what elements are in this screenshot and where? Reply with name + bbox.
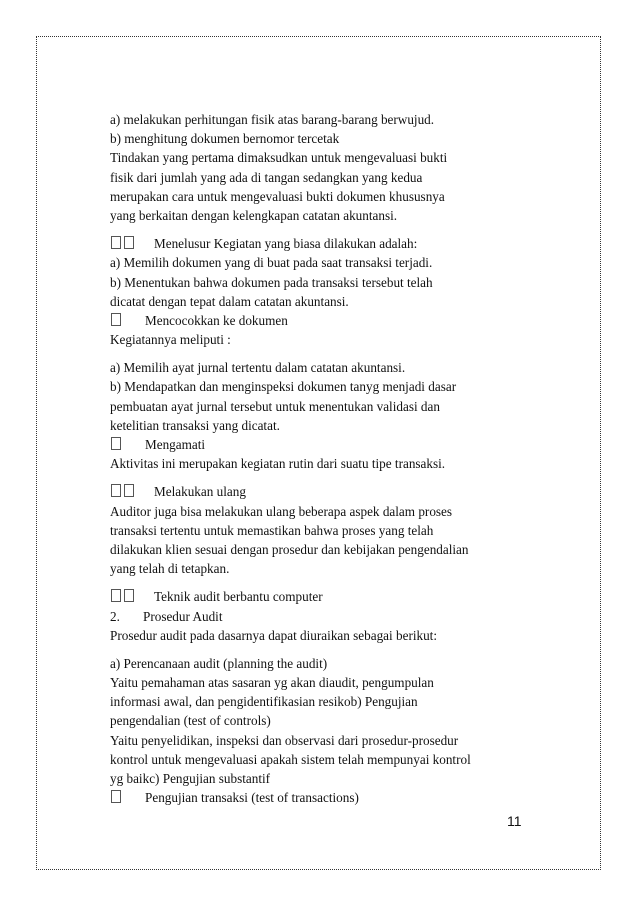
bullet-box-icon (111, 236, 121, 249)
text-line: a) melakukan perhitungan fisik atas barang-barang berwujud. (110, 112, 435, 127)
text-line: fisik dari jumlah yang ada di tangan sedangkan yang kedua (110, 169, 423, 185)
text-line: a) Memilih dokumen yang di buat pada saat transaksi terjadi. (110, 255, 433, 271)
bullet-item (110, 788, 530, 807)
page-number: 11 (507, 813, 522, 829)
text-line: a) Memilih ayat jurnal tertentu dalam catatan akuntansi. (110, 360, 406, 376)
text-line: yang berkaitan dengan kelengkapan catatan akuntansi. (110, 207, 398, 223)
text-line: Yaitu penyelidikan, inspeksi dan observasi dari prosedur-prosedur (110, 732, 459, 748)
bullet-item (110, 435, 530, 454)
text-line: yang telah di tetapkan. (110, 561, 230, 577)
text-line: Prosedur audit pada dasarnya dapat diuraikan sebagai berikut: (110, 627, 438, 643)
text-line: merupakan cara untuk mengevaluasi bukti dokumen khususnya (110, 188, 445, 204)
text-line: dicatat dengan tepat dalam catatan akuntansi. (110, 293, 349, 309)
bullet-box-icon (111, 313, 121, 326)
bullet-item (110, 587, 530, 606)
text-line: Auditor juga bisa melakukan ulang beberapa aspek dalam proses (110, 503, 453, 519)
document-body (110, 110, 530, 807)
text-line: Aktivitas ini merupakan kegiatan rutin dari suatu tipe transaksi. (110, 456, 446, 472)
bullet-box-icon (111, 589, 121, 602)
bullet-label: Mengamati (145, 437, 206, 452)
text-line: pengendalian (test of controls) (110, 713, 271, 729)
text-line: informasi awal, dan pengidentifikasian resikob) Pengujian (110, 694, 418, 710)
bullet-item (110, 234, 530, 253)
text-line: dilakukan klien sesuai dengan prosedur dan kebijakan pengendalian (110, 541, 469, 557)
text-line: transaksi tertentu untuk memastikan bahwa proses yang telah (110, 522, 434, 538)
bullet-label: Menelusur Kegiatan yang biasa dilakukan adalah: (154, 236, 418, 252)
text-line: b) Menentukan bahwa dokumen pada transaksi tersebut telah (110, 274, 433, 290)
bullet-label: Teknik audit berbantu computer (154, 589, 323, 605)
text-line: kontrol untuk mengevaluasi apakah sistem telah mempunyai kontrol (110, 751, 471, 767)
bullet-item (110, 311, 530, 330)
text-line: Tindakan yang pertama dimaksudkan untuk mengevaluasi bukti (110, 150, 448, 166)
bullet-label: Melakukan ulang (154, 484, 246, 500)
bullet-item (110, 482, 530, 501)
text-line: ketelitian transaksi yang dicatat. (110, 417, 280, 433)
text-line: yg baikc) Pengujian substantif (110, 771, 271, 786)
bullet-box-icon (124, 589, 134, 602)
bullet-box-icon (111, 790, 121, 803)
bullet-box-icon (124, 236, 134, 249)
bullet-label: Pengujian transaksi (test of transactions) (145, 790, 359, 806)
heading-number: 2. (110, 608, 120, 624)
numbered-heading (110, 607, 530, 626)
text-line: b) Mendapatkan dan menginspeksi dokumen tanyg menjadi dasar (110, 379, 457, 395)
bullet-box-icon (111, 437, 121, 450)
bullet-label: Mencocokkan ke dokumen (145, 312, 288, 328)
text-line: a) Perencanaan audit (planning the audit) (110, 655, 328, 671)
text-line: Yaitu pemahaman atas sasaran yg akan diaudit, pengumpulan (110, 675, 434, 691)
text-line: b) menghitung dokumen bernomor tercetak (110, 131, 340, 147)
text-line: Kegiatannya meliputi : (110, 332, 231, 348)
bullet-box-icon (111, 484, 121, 497)
bullet-box-icon (124, 484, 134, 497)
text-line: pembuatan ayat jurnal tersebut untuk menentukan validasi dan (110, 398, 440, 414)
heading-label: Prosedur Audit (143, 608, 223, 624)
